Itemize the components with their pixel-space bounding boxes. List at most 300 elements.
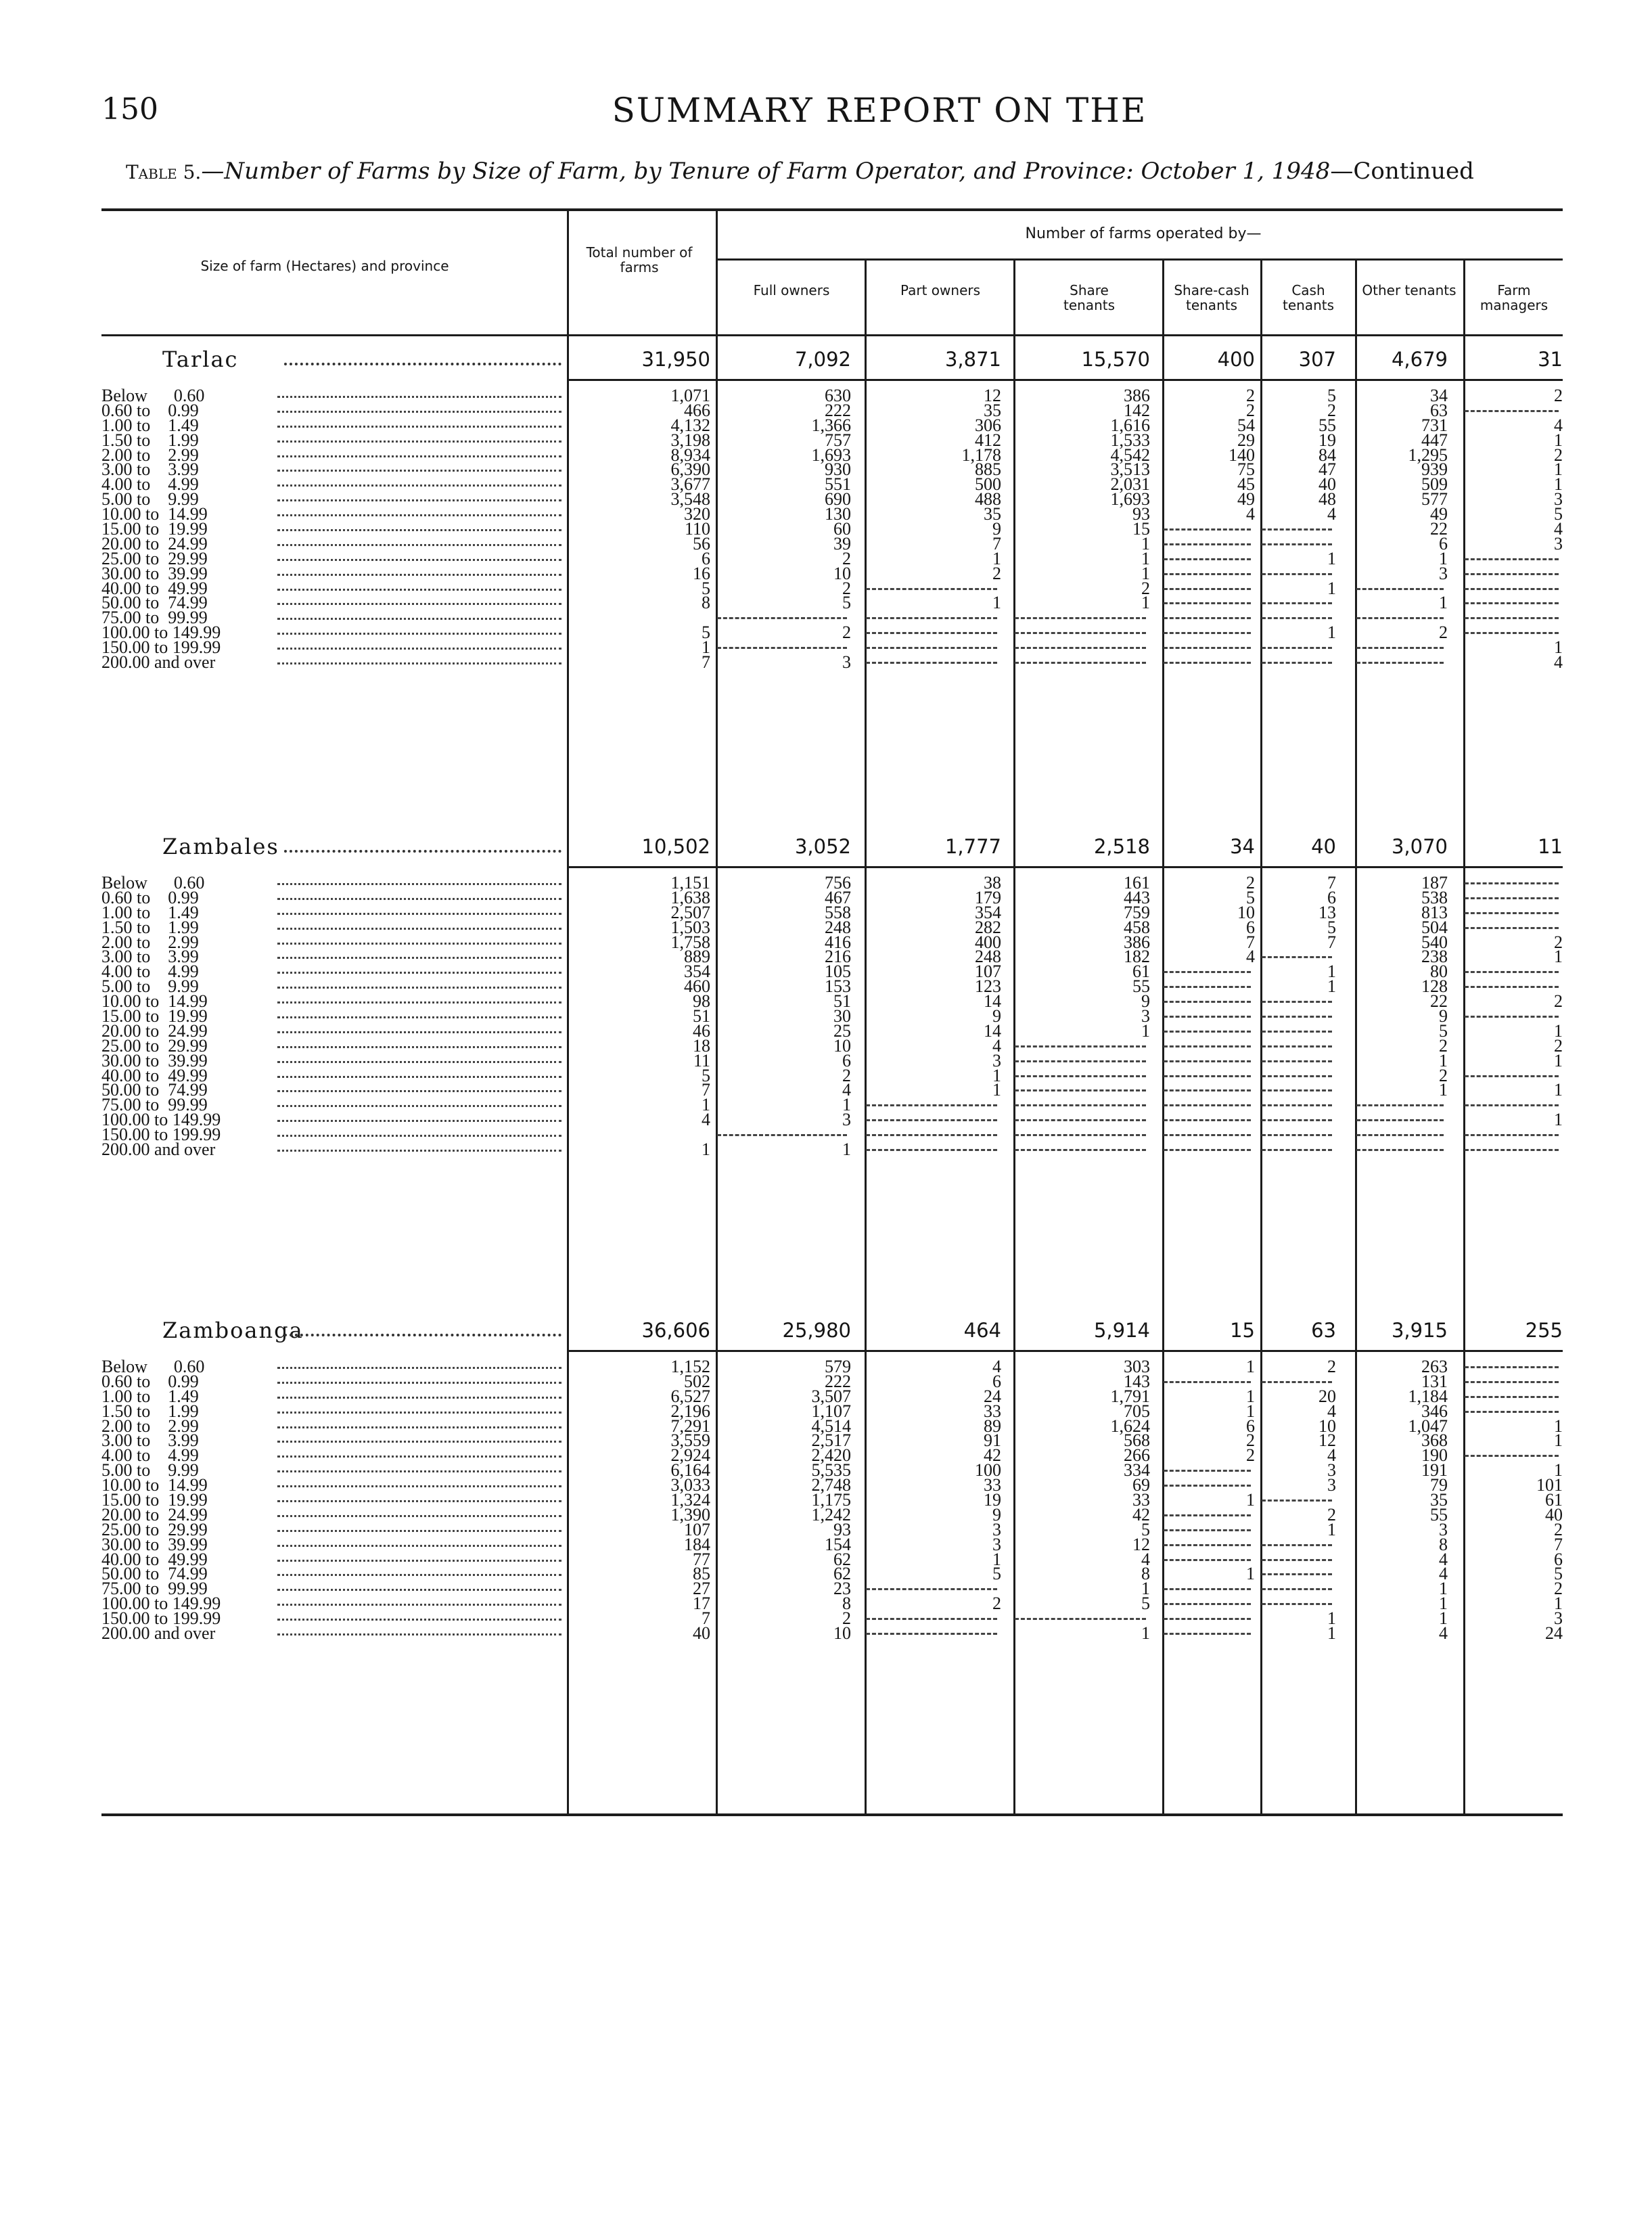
cell-part-owners: 2 xyxy=(992,1594,1001,1614)
province-total-row xyxy=(101,338,1563,379)
leader-dots xyxy=(277,1135,561,1137)
empty-cell-part-owners xyxy=(866,1134,997,1136)
cell-share-tenants: 334 xyxy=(1124,1460,1150,1481)
province-total-part-owners: 3,871 xyxy=(944,348,1001,371)
cell-share-tenants: 266 xyxy=(1124,1445,1150,1466)
cell-other-tenants: 5 xyxy=(1439,1020,1448,1041)
table-row xyxy=(101,991,1563,1012)
cell-share-cash-tenants: 6 xyxy=(1246,917,1255,937)
cell-full-owners: 930 xyxy=(825,459,851,480)
cell-part-owners: 33 xyxy=(984,1475,1001,1495)
cell-farm-managers: 5 xyxy=(1554,1564,1563,1584)
size-class-label: 0.60 to 0.99 xyxy=(101,400,199,420)
leader-dots xyxy=(277,1441,561,1443)
leader-dots xyxy=(277,1412,561,1414)
cell-share-cash-tenants: 75 xyxy=(1237,459,1255,480)
cell-cash-tenants: 10 xyxy=(1318,1416,1336,1436)
size-class-label: 5.00 to 9.99 xyxy=(101,489,199,510)
leader-dots xyxy=(277,928,561,930)
cell-part-owners: 306 xyxy=(975,415,1001,435)
cell-other-tenants: 540 xyxy=(1421,932,1448,952)
cell-full-owners: 551 xyxy=(825,474,851,495)
cell-share-tenants: 705 xyxy=(1124,1401,1150,1421)
cell-full-owners: 2,748 xyxy=(811,1475,851,1495)
table-row xyxy=(101,1579,1563,1599)
cell-share-tenants: 386 xyxy=(1124,386,1150,405)
leader-dots xyxy=(277,648,561,650)
cell-farm-managers: 1 xyxy=(1554,430,1563,450)
cell-share-tenants: 458 xyxy=(1124,917,1150,937)
cell-total: 6,164 xyxy=(670,1460,710,1481)
cell-part-owners: 35 xyxy=(984,400,1001,420)
size-class-label: Below 0.60 xyxy=(101,1357,205,1376)
cell-total: 56 xyxy=(693,533,710,554)
cell-full-owners: 10 xyxy=(833,1035,851,1056)
cell-cash-tenants: 1 xyxy=(1327,623,1336,643)
cell-share-tenants: 12 xyxy=(1132,1534,1150,1554)
cell-part-owners: 1 xyxy=(992,1065,1001,1085)
leader-dots xyxy=(277,1530,561,1532)
cell-farm-managers: 1 xyxy=(1554,1416,1563,1436)
cell-share-tenants: 5 xyxy=(1141,1594,1150,1614)
size-class-label: 3.00 to 3.99 xyxy=(101,459,199,480)
empty-cell-farm-managers xyxy=(1465,588,1559,590)
table-title-text: —Number of Farms by Size of Farm, by Tenure of Farm Operator, and Province: October 1, 1948 xyxy=(201,158,1331,185)
table-row xyxy=(101,489,1563,510)
leader-dots xyxy=(277,1515,561,1517)
cell-share-tenants: 3 xyxy=(1141,1006,1150,1027)
cell-other-tenants: 22 xyxy=(1430,519,1448,539)
province-total-row xyxy=(101,1309,1563,1350)
size-class-label: 20.00 to 24.99 xyxy=(101,1020,208,1041)
empty-cell-share-cash-tenants xyxy=(1164,528,1251,531)
table-row xyxy=(101,1608,1563,1629)
cell-other-tenants: 79 xyxy=(1430,1475,1448,1495)
empty-cell-part-owners xyxy=(866,617,997,619)
cell-full-owners: 248 xyxy=(825,917,851,937)
cell-farm-managers: 1 xyxy=(1554,947,1563,967)
size-class-label: 3.00 to 3.99 xyxy=(101,947,199,967)
empty-cell-cash-tenants xyxy=(1262,1016,1332,1018)
cell-cash-tenants: 13 xyxy=(1318,902,1336,922)
cell-cash-tenants: 1 xyxy=(1327,548,1336,568)
cell-full-owners: 10 xyxy=(833,1623,851,1644)
cell-cash-tenants: 84 xyxy=(1318,445,1336,465)
cell-part-owners: 100 xyxy=(975,1460,1001,1481)
empty-cell-farm-managers xyxy=(1465,927,1559,929)
cell-part-owners: 6 xyxy=(992,1371,1001,1391)
leader-dots xyxy=(277,1150,561,1152)
cell-full-owners: 630 xyxy=(825,386,851,405)
province-total-full-owners: 7,092 xyxy=(794,348,851,371)
empty-cell-share-tenants xyxy=(1015,647,1146,649)
cell-other-tenants: 577 xyxy=(1421,489,1448,510)
cell-share-tenants: 568 xyxy=(1124,1430,1150,1451)
empty-cell-farm-managers xyxy=(1465,410,1559,412)
size-class-label: 4.00 to 4.99 xyxy=(101,962,199,982)
size-class-label: 1.50 to 1.99 xyxy=(101,1401,199,1421)
table-row xyxy=(101,1504,1563,1525)
column-header-cash-tenants: Cash tenants xyxy=(1282,282,1334,313)
cell-full-owners: 62 xyxy=(833,1564,851,1584)
empty-cell-farm-managers xyxy=(1465,602,1559,604)
leader-dots xyxy=(277,589,561,591)
table-row xyxy=(101,1371,1556,1391)
empty-cell-share-cash-tenants xyxy=(1164,1588,1251,1590)
cell-farm-managers: 1 xyxy=(1554,459,1563,480)
table-row xyxy=(101,962,1556,982)
cell-farm-managers: 4 xyxy=(1554,415,1563,435)
cell-full-owners: 6 xyxy=(842,1050,851,1070)
province-total-cash-tenants: 307 xyxy=(1298,348,1336,371)
cell-part-owners: 885 xyxy=(975,459,1001,480)
leader-dots xyxy=(277,943,561,945)
table-row xyxy=(101,578,1556,598)
empty-cell-share-tenants xyxy=(1015,632,1146,634)
size-class-label: 40.00 to 49.99 xyxy=(101,1065,208,1085)
cell-part-owners: 1 xyxy=(992,1549,1001,1569)
cell-total: 110 xyxy=(684,519,710,539)
province-total-total: 31,950 xyxy=(641,348,710,371)
cell-other-tenants: 4 xyxy=(1439,1564,1448,1584)
leader-dots xyxy=(277,1485,561,1487)
size-class-label: 100.00 to 149.99 xyxy=(101,1594,221,1614)
empty-cell-cash-tenants xyxy=(1262,543,1332,545)
cell-cash-tenants: 2 xyxy=(1327,400,1336,420)
cell-farm-managers: 1 xyxy=(1554,1460,1563,1481)
empty-cell-share-cash-tenants xyxy=(1164,602,1251,604)
size-class-label: 150.00 to 199.99 xyxy=(101,637,221,658)
table-row xyxy=(101,917,1556,937)
table-row xyxy=(101,1065,1556,1085)
cell-cash-tenants: 1 xyxy=(1327,578,1336,598)
cell-other-tenants: 34 xyxy=(1430,386,1448,405)
cell-share-tenants: 8 xyxy=(1141,1564,1150,1584)
cell-other-tenants: 35 xyxy=(1430,1490,1448,1510)
empty-cell-full-owners xyxy=(717,1134,847,1136)
empty-cell-share-cash-tenants xyxy=(1164,1016,1251,1018)
cell-total: 16 xyxy=(693,563,710,583)
table-row xyxy=(101,1519,1563,1539)
size-class-label: 20.00 to 24.99 xyxy=(101,1504,208,1525)
empty-cell-share-cash-tenants xyxy=(1164,1544,1251,1546)
leader-dots xyxy=(277,1560,561,1562)
table-row xyxy=(101,1020,1563,1041)
cell-total: 1,071 xyxy=(670,386,710,405)
cell-total: 1 xyxy=(702,1140,710,1160)
cell-part-owners: 91 xyxy=(984,1430,1001,1451)
cell-total: 3,677 xyxy=(670,474,710,495)
cell-other-tenants: 4 xyxy=(1439,1623,1448,1644)
table-bottom-rule xyxy=(101,1813,1563,1816)
empty-cell-share-cash-tenants xyxy=(1164,1089,1251,1091)
cell-other-tenants: 187 xyxy=(1421,873,1448,893)
leader-dots xyxy=(277,987,561,989)
total-header: Total number of farms xyxy=(586,244,693,275)
size-class-label: 25.00 to 29.99 xyxy=(101,548,208,568)
empty-cell-other-tenants xyxy=(1356,662,1444,664)
leader-dots xyxy=(277,544,561,546)
cell-share-tenants: 143 xyxy=(1124,1371,1150,1391)
cell-share-cash-tenants: 54 xyxy=(1237,415,1255,435)
cell-cash-tenants: 3 xyxy=(1327,1475,1336,1495)
cell-farm-managers: 101 xyxy=(1536,1475,1563,1495)
empty-cell-share-cash-tenants xyxy=(1164,617,1251,619)
cell-farm-managers: 2 xyxy=(1554,386,1563,405)
size-class-label: 1.00 to 1.49 xyxy=(101,415,199,435)
cell-cash-tenants: 7 xyxy=(1327,932,1336,952)
table-row xyxy=(101,1490,1563,1510)
cell-share-tenants: 759 xyxy=(1124,902,1150,922)
size-class-label: 25.00 to 29.99 xyxy=(101,1519,208,1539)
cell-total: 1,324 xyxy=(670,1490,710,1510)
cell-total: 2,196 xyxy=(670,1401,710,1421)
cell-share-tenants: 55 xyxy=(1132,976,1150,997)
empty-cell-part-owners xyxy=(866,1633,997,1635)
leader-dots xyxy=(277,1382,561,1384)
empty-cell-part-owners xyxy=(866,1618,997,1620)
cell-total: 6,527 xyxy=(670,1386,710,1406)
table-row xyxy=(101,1386,1556,1406)
table-row xyxy=(101,623,1556,643)
cell-part-owners: 3 xyxy=(992,1519,1001,1539)
table-title-suffix: —Continued xyxy=(1330,158,1474,185)
leader-dots xyxy=(277,441,561,443)
province-total-total: 36,606 xyxy=(641,1319,710,1342)
size-class-label: 75.00 to 99.99 xyxy=(101,1579,208,1599)
leader-dots xyxy=(277,1001,561,1003)
table-row xyxy=(101,474,1563,495)
province-name: Zamboanga xyxy=(162,1317,304,1343)
group-header: Number of farms operated by— xyxy=(1025,225,1262,242)
empty-cell-share-cash-tenants xyxy=(1164,1031,1251,1033)
cell-total: 8,934 xyxy=(670,445,710,465)
cell-part-owners: 400 xyxy=(975,932,1001,952)
province-total-share-cash-tenants: 15 xyxy=(1230,1319,1255,1342)
empty-cell-share-cash-tenants xyxy=(1164,1603,1251,1605)
cell-cash-tenants: 3 xyxy=(1327,1460,1336,1481)
cell-part-owners: 107 xyxy=(975,962,1001,982)
leader-dots xyxy=(284,1334,561,1336)
empty-cell-share-tenants xyxy=(1015,1060,1146,1062)
cell-cash-tenants: 2 xyxy=(1327,1504,1336,1525)
leader-dots xyxy=(277,1470,561,1472)
size-class-label: 1.00 to 1.49 xyxy=(101,1386,199,1406)
cell-share-cash-tenants: 2 xyxy=(1246,873,1255,893)
empty-cell-part-owners xyxy=(866,1149,997,1151)
empty-cell-farm-managers xyxy=(1465,1411,1559,1413)
cell-full-owners: 222 xyxy=(825,1371,851,1391)
leader-dots xyxy=(277,559,561,561)
cell-part-owners: 248 xyxy=(975,947,1001,967)
empty-cell-cash-tenants xyxy=(1262,617,1332,619)
empty-cell-share-tenants xyxy=(1015,1119,1146,1121)
empty-cell-share-cash-tenants xyxy=(1164,971,1251,973)
cell-other-tenants: 4 xyxy=(1439,1549,1448,1569)
table-label: Table 5. xyxy=(126,161,202,183)
empty-cell-share-tenants xyxy=(1015,1104,1146,1106)
cell-full-owners: 2 xyxy=(842,548,851,568)
cell-other-tenants: 6 xyxy=(1439,533,1448,554)
cell-total: 3,548 xyxy=(670,489,710,510)
empty-cell-share-cash-tenants xyxy=(1164,1001,1251,1003)
cell-farm-managers: 1 xyxy=(1554,1110,1563,1130)
cell-other-tenants: 131 xyxy=(1421,1371,1448,1391)
cell-other-tenants: 1 xyxy=(1439,1579,1448,1599)
leader-dots xyxy=(277,1604,561,1606)
table-row xyxy=(101,873,1556,893)
table-row xyxy=(101,1401,1556,1421)
table-row xyxy=(101,652,1563,673)
cell-cash-tenants: 1 xyxy=(1327,962,1336,982)
empty-cell-farm-managers xyxy=(1465,1366,1559,1368)
leader-dots xyxy=(277,957,561,959)
cell-full-owners: 1,175 xyxy=(811,1490,851,1510)
cell-cash-tenants: 47 xyxy=(1318,459,1336,480)
size-class-label: 30.00 to 39.99 xyxy=(101,1050,208,1070)
cell-total: 46 xyxy=(693,1020,710,1041)
table-row xyxy=(101,430,1563,450)
cell-total: 7 xyxy=(702,1080,710,1100)
cell-part-owners: 9 xyxy=(992,1006,1001,1027)
cell-full-owners: 105 xyxy=(825,962,851,982)
leader-dots xyxy=(277,1633,561,1636)
empty-cell-cash-tenants xyxy=(1262,573,1332,575)
table-row xyxy=(101,459,1563,480)
cell-other-tenants: 1,184 xyxy=(1408,1386,1448,1406)
province-rule xyxy=(567,866,1563,868)
cell-full-owners: 3 xyxy=(842,1110,851,1130)
cell-farm-managers: 4 xyxy=(1554,652,1563,673)
province-total-other-tenants: 3,915 xyxy=(1391,1319,1448,1342)
cell-other-tenants: 1 xyxy=(1439,1594,1448,1614)
province-total-farm-managers: 31 xyxy=(1538,348,1563,371)
cell-other-tenants: 1 xyxy=(1439,1608,1448,1629)
size-class-label: 15.00 to 19.99 xyxy=(101,519,208,539)
cell-total: 3,198 xyxy=(670,430,710,450)
cell-other-tenants: 63 xyxy=(1430,400,1448,420)
province-total-full-owners: 25,980 xyxy=(782,1319,851,1342)
cell-share-cash-tenants: 10 xyxy=(1237,902,1255,922)
size-class-label: Below 0.60 xyxy=(101,386,205,405)
cell-part-owners: 19 xyxy=(984,1490,1001,1510)
cell-farm-managers: 5 xyxy=(1554,504,1563,524)
empty-cell-share-tenants xyxy=(1015,617,1146,619)
leader-dots xyxy=(277,1500,561,1502)
cell-farm-managers: 1 xyxy=(1554,1594,1563,1614)
province-total-cash-tenants: 63 xyxy=(1311,1319,1336,1342)
cell-farm-managers: 24 xyxy=(1545,1623,1563,1644)
cell-share-tenants: 93 xyxy=(1132,504,1150,524)
empty-cell-part-owners xyxy=(866,662,997,664)
cell-farm-managers: 1 xyxy=(1554,1050,1563,1070)
cell-share-tenants: 161 xyxy=(1124,873,1150,893)
column-header-share-tenants: Share tenants xyxy=(1063,282,1115,313)
province-total-row xyxy=(101,826,1563,866)
cell-full-owners: 2,517 xyxy=(811,1430,851,1451)
leader-dots xyxy=(277,1397,561,1399)
size-class-label: 4.00 to 4.99 xyxy=(101,1445,199,1466)
cell-share-cash-tenants: 2 xyxy=(1246,1430,1255,1451)
column-header-part-owners: Part owners xyxy=(900,282,981,298)
table-row xyxy=(101,1125,1556,1145)
cell-other-tenants: 22 xyxy=(1430,991,1448,1012)
size-class-label: 150.00 to 199.99 xyxy=(101,1125,221,1145)
cell-part-owners: 4 xyxy=(992,1035,1001,1056)
empty-cell-share-cash-tenants xyxy=(1164,1514,1251,1516)
cell-share-cash-tenants: 7 xyxy=(1246,932,1255,952)
empty-cell-cash-tenants xyxy=(1262,1089,1332,1091)
cell-share-tenants: 2,031 xyxy=(1110,474,1150,495)
cell-total: 7,291 xyxy=(670,1416,710,1436)
empty-cell-cash-tenants xyxy=(1262,1075,1332,1077)
size-class-label: 50.00 to 74.99 xyxy=(101,1080,208,1100)
cell-full-owners: 2 xyxy=(842,1608,851,1629)
table-row xyxy=(101,415,1563,435)
cell-other-tenants: 190 xyxy=(1421,1445,1448,1466)
province-rule xyxy=(567,379,1563,381)
cell-full-owners: 62 xyxy=(833,1549,851,1569)
cell-part-owners: 9 xyxy=(992,519,1001,539)
cell-share-cash-tenants: 2 xyxy=(1246,1445,1255,1466)
cell-farm-managers: 61 xyxy=(1545,1490,1563,1510)
cell-full-owners: 30 xyxy=(833,1006,851,1027)
cell-part-owners: 488 xyxy=(975,489,1001,510)
size-class-label: 10.00 to 14.99 xyxy=(101,991,208,1012)
cell-full-owners: 1,693 xyxy=(811,445,851,465)
size-class-label: 30.00 to 39.99 xyxy=(101,563,208,583)
empty-cell-share-cash-tenants xyxy=(1164,1060,1251,1062)
cell-full-owners: 2 xyxy=(842,578,851,598)
empty-cell-farm-managers xyxy=(1465,1396,1559,1398)
cell-cash-tenants: 55 xyxy=(1318,415,1336,435)
table-row xyxy=(101,1564,1563,1584)
cell-total: 27 xyxy=(693,1579,710,1599)
leader-dots xyxy=(277,633,561,635)
cell-total: 40 xyxy=(693,1623,710,1644)
empty-cell-farm-managers xyxy=(1465,882,1559,884)
empty-cell-share-cash-tenants xyxy=(1164,986,1251,988)
cell-farm-managers: 6 xyxy=(1554,1549,1563,1569)
cell-share-cash-tenants: 1 xyxy=(1246,1386,1255,1406)
cell-other-tenants: 263 xyxy=(1421,1357,1448,1376)
leader-dots xyxy=(284,850,561,853)
cell-part-owners: 24 xyxy=(984,1386,1001,1406)
cell-share-tenants: 33 xyxy=(1132,1490,1150,1510)
cell-farm-managers: 1 xyxy=(1554,637,1563,658)
cell-share-cash-tenants: 1 xyxy=(1246,1564,1255,1584)
cell-share-cash-tenants: 6 xyxy=(1246,1416,1255,1436)
empty-cell-share-cash-tenants xyxy=(1164,1559,1251,1561)
cell-total: 1,152 xyxy=(670,1357,710,1376)
cell-total: 1,638 xyxy=(670,887,710,907)
cell-other-tenants: 2 xyxy=(1439,623,1448,643)
cell-part-owners: 38 xyxy=(984,873,1001,893)
cell-full-owners: 579 xyxy=(825,1357,851,1376)
empty-cell-cash-tenants xyxy=(1262,1104,1332,1106)
size-class-label: 50.00 to 74.99 xyxy=(101,1564,208,1584)
cell-share-cash-tenants: 49 xyxy=(1237,489,1255,510)
leader-dots xyxy=(277,883,561,885)
cell-part-owners: 2 xyxy=(992,563,1001,583)
cell-total: 2,924 xyxy=(670,1445,710,1466)
cell-farm-managers: 2 xyxy=(1554,1579,1563,1599)
table-row xyxy=(101,637,1563,658)
cell-share-cash-tenants: 29 xyxy=(1237,430,1255,450)
cell-part-owners: 123 xyxy=(975,976,1001,997)
cell-share-cash-tenants: 1 xyxy=(1246,1401,1255,1421)
size-class-label: 3.00 to 3.99 xyxy=(101,1430,199,1451)
